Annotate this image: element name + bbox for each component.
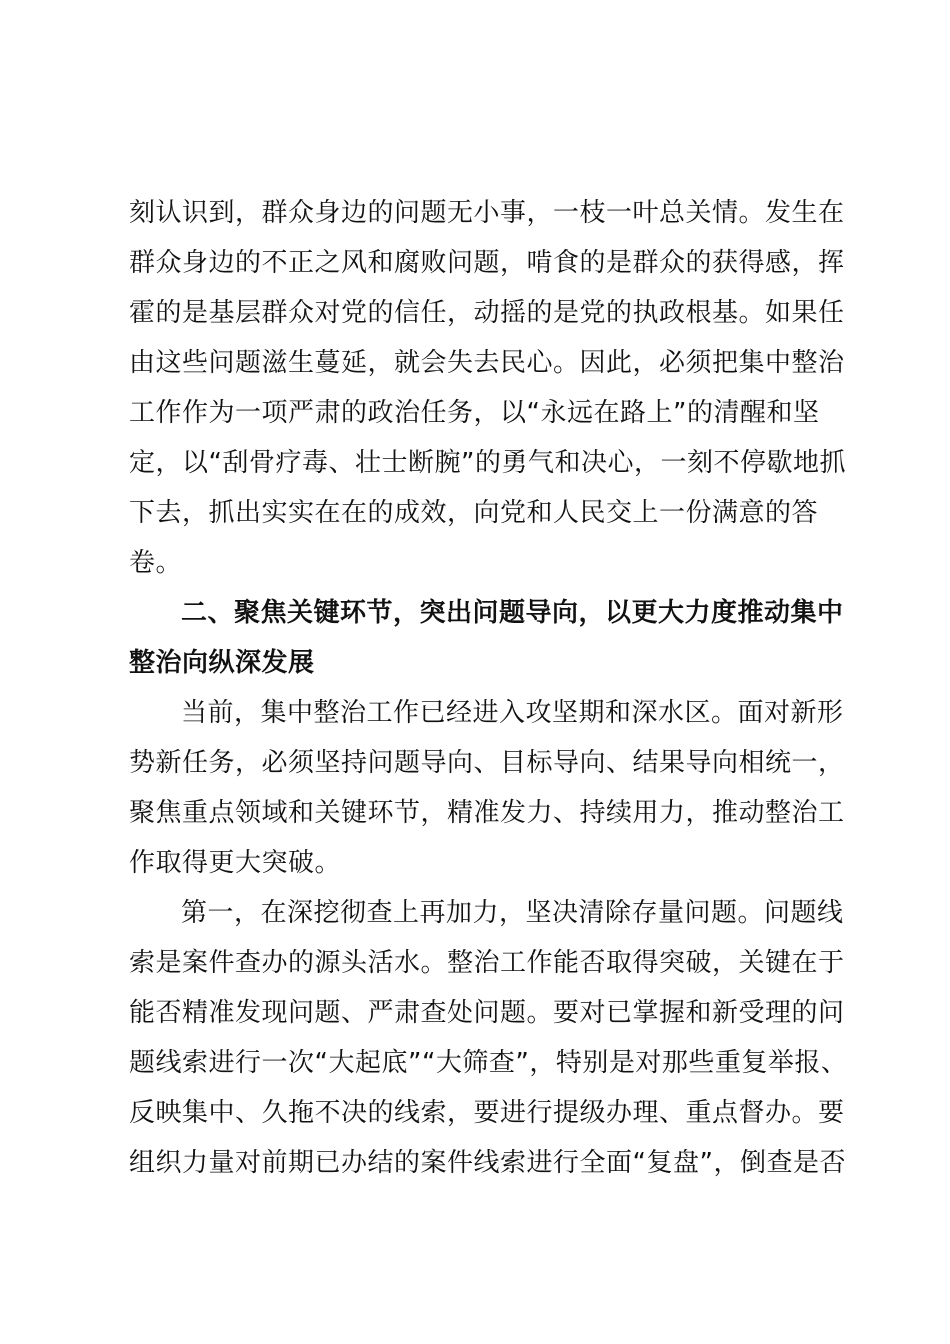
section-heading-line: 整治向纵深发展 xyxy=(129,648,315,678)
paragraph-line: 下去，抓出实实在在的成效，向党和人民交上一份满意的答 xyxy=(129,498,819,528)
paragraph-line: 聚焦重点领域和关键环节，精准发力、持续用力，推动整治工 xyxy=(129,798,845,828)
paragraph-line: 卷。 xyxy=(129,548,183,578)
paragraph-line: 题线索进行一次“大起底”“大筛查”，特别是对那些重复举报、 xyxy=(129,1048,848,1078)
paragraph-line: 势新任务，必须坚持问题导向、目标导向、结果导向相统一， xyxy=(129,748,845,778)
paragraph-line: 刻认识到，群众身边的问题无小事，一枝一叶总关情。发生在 xyxy=(129,198,845,228)
paragraph-line: 能否精准发现问题、严肃查处问题。要对已掌握和新受理的问 xyxy=(129,998,845,1028)
paragraph-line: 由这些问题滋生蔓延，就会失去民心。因此，必须把集中整治 xyxy=(129,348,845,378)
paragraph-line: 索是案件查办的源头活水。整治工作能否取得突破，关键在于 xyxy=(129,948,845,978)
paragraph-line: 第一，在深挖彻查上再加力，坚决清除存量问题。问题线 xyxy=(181,898,844,928)
paragraph-line: 定，以“刮骨疗毒、壮士断腕”的勇气和决心，一刻不停歇地抓 xyxy=(129,448,846,478)
section-heading-line: 二、聚焦关键环节，突出问题导向，以更大力度推动集中 xyxy=(181,598,844,628)
paragraph-line: 反映集中、久拖不决的线索，要进行提级办理、重点督办。要 xyxy=(129,1098,845,1128)
paragraph-line: 当前，集中整治工作已经进入攻坚期和深水区。面对新形 xyxy=(181,698,844,728)
paragraph-line: 霍的是基层群众对党的信任，动摇的是党的执政根基。如果任 xyxy=(129,298,845,328)
document-body xyxy=(129,188,848,1188)
paragraph-line: 作取得更大突破。 xyxy=(129,848,342,878)
paragraph-line: 群众身边的不正之风和腐败问题，啃食的是群众的获得感，挥 xyxy=(129,248,845,278)
paragraph-line: 组织力量对前期已办结的案件线索进行全面“复盘”，倒查是否 xyxy=(129,1148,846,1178)
paragraph-line: 工作作为一项严肃的政治任务，以“永远在路上”的清醒和坚 xyxy=(129,398,820,428)
